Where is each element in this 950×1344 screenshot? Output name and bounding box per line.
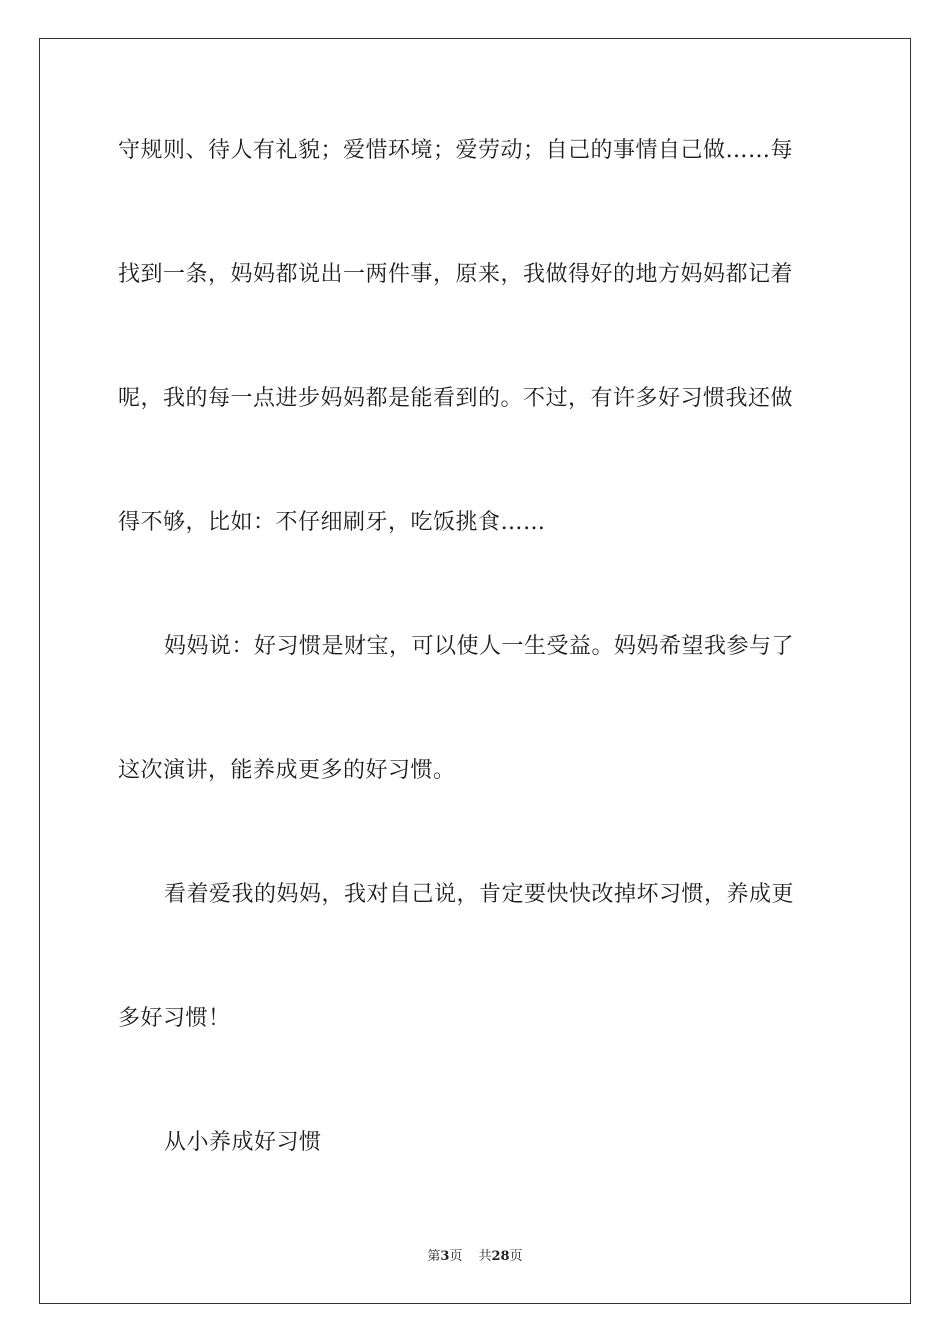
page-suffix: 页	[449, 1249, 463, 1264]
page-number: 3	[440, 1249, 450, 1264]
text-line: 守规则、待人有礼貌；爱惜环境；爱劳动；自己的事情自己做……每	[118, 138, 794, 163]
text-line: 找到一条，妈妈都说出一两件事，原来，我做得好的地方妈妈都记着	[118, 262, 794, 287]
page-border	[39, 38, 911, 1304]
text-line: 呢，我的每一点进步妈妈都是能看到的。不过，有许多好习惯我还做	[118, 386, 794, 411]
total-suffix: 页	[509, 1249, 523, 1264]
text-line: 看着爱我的妈妈，我对自己说，肯定要快快改掉坏习惯，养成更	[164, 882, 795, 907]
text-line: 妈妈说：好习惯是财宝，可以使人一生受益。妈妈希望我参与了	[164, 634, 795, 659]
page-footer	[0, 1249, 950, 1265]
total-pages: 28	[491, 1249, 510, 1264]
total-prefix: 共	[478, 1249, 492, 1264]
text-line: 得不够，比如：不仔细刷牙，吃饭挑食……	[118, 510, 546, 535]
section-heading: 从小养成好习惯	[164, 1130, 322, 1155]
text-line: 多好习惯！	[118, 1006, 231, 1031]
page-prefix: 第	[427, 1249, 441, 1264]
text-line: 这次演讲，能养成更多的好习惯。	[118, 758, 456, 783]
